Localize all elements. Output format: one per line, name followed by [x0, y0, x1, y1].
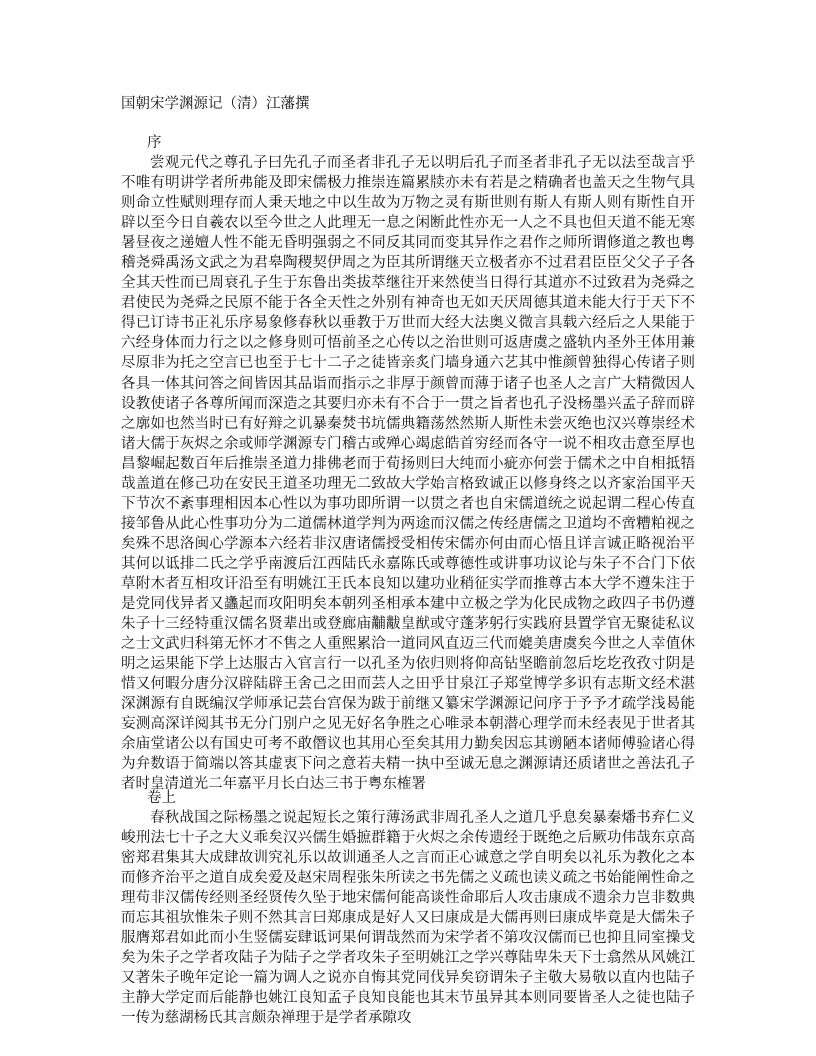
volume-heading: 卷上: [147, 790, 176, 806]
preface-heading: 序: [147, 135, 162, 151]
volume-paragraph: 春秋战国之际杨墨之说起短长之策行薄汤武非周孔圣人之道几乎息矣暴秦燔书弃仁义峻刑法七十子之大义乖矣汉兴儒生婚摭群籍于火烬之余传遗经于既绝之后厥功伟哉东京高密郑君集其大成肆故训究礼乐以故训通圣人之言而正心诚意之学自明矣以礼乐为教化之本而修齐治平之道自成矣爱及赵宋周程张朱所读之书先儒之义疏也读义疏之书始能阐性命之理苟非汉儒传经则圣经贤传久坠于地宋儒何能高谈性命耶后人攻击康成不遗余力岂非数典而忘其祖欤惟朱子则不然其言曰郑康成是好人又曰康成是大儒再则曰康成毕竟是大儒朱子服膺郑君如此而小生竖儒妄肆诋诃果何谓哉然而为宋学者不第攻汉儒而已也抑且同室操戈矣为朱子之学者攻陆子为陆子之学者攻朱子至明姚江之学兴尊陆卑朱天下士翕然从风姚江又著朱子晚年定论一篇为调人之说亦自悔其党同伐异矣窃谓朱子主敬大易敬以直内也陆子主静大学定而后能静也姚江良知孟子良知良能也其末节虽异其本则同要皆圣人之徒也陆子一传为慈湖杨氏其言颇杂禅理于是学者承隙攻: [121, 810, 695, 1027]
document-title: 国朝宋学渊源记（清）江藩撰: [121, 96, 310, 112]
preface-paragraph: 尝观元代之尊孔子曰先孔子而圣者非孔子无以明后孔子而圣者非孔子无以法至哉言乎不唯有明讲学者所弗能及即宋儒极力推崇连篇累牍亦未有若是之精确者也盖天之生物气具则命立性赋则理存而人秉天地之中以生故为万物之灵有斯世则有斯人有斯人则有斯性自开辟以至今日自羲农以至今世之人此理无一息之闲断此性亦无一人之不具也但天道不能无寒暑昼夜之递嬗人性不能无昏明强弱之不同反其同而变其异作之君作之师所谓修道之教也粤稽尧舜禹汤文武之为君皋陶稷契伊周之为臣其所谓继天立极者亦不过君君臣臣父父子子各全其天性而已周衰孔子生于东鲁出类拔萃继往开来然使当日得行其道亦不过致君为尧舜之君使民为尧舜之民原不能于各全天性之外别有神奇也无如天厌周德其道未能大行于天下不得已订诗书正礼乐序易象修春秋以垂教于万世而大经大法奥义微言具载六经后之人果能于六经身体而力行之以之修身则可悟前圣之心传以之治世则可返唐虞之盛轨内圣外王体用兼尽原非为托之空言已也至于七十二子之徒皆亲炙门墙身通六艺其中惟颜曾独得心传诸子则各具一体其问答之间皆因其品诣而指示之非厚于颜曾而薄于诸子也圣人之言广大精微因人设教使诸子各尊所闻而深造之其要归亦未有不合于一贯之旨者也孔子没杨墨兴孟子辞而辟之廓如也然当时已有好辩之讥暴秦焚书坑儒典籍荡然然斯人斯性未尝灭绝也汉兴尊崇经术诸大儒于灰烬之余或师学渊源专门稽古或殚心竭虑皓首穷经而各守一说不相攻击意至厚也昌黎崛起数百年后推崇圣道力排佛老而于荀扬则曰大纯而小疵亦何尝于儒术之中自相抵牾哉盖道在修己功在安民王道圣功理无二致故大学始言格致诚正以修身终之以齐家治国平天下节次不紊事理相因本心性以为事功即所谓一以贯之者也自宋儒道统之说起谓二程心传直接邹鲁从此心性事功分为二道儒林道学判为两途而汉儒之传经唐儒之卫道均不啻糟粕视之矣殊不思洛闽心学源本六经若非汉唐诸儒授受相传宋儒亦何由而心悟且详言诚正略视治平其何以诋排二氏之学乎南渡后江西陆氏永嘉陈氏或尊德性或讲事功议论与朱子不合门下依草附木者互相攻讦沿至有明姚江王氏本良知以建功业稍征实学而推尊古本大学不遵朱注于是党同伐异者又蠭起而攻阳明矣本朝列圣相承本建中立极之学为化民成物之政四子书仍遵朱子十三经特重汉儒名贤辈出或登廊庙黼黻皇猷或守蓬茅躬行实践府县置学官无聚徒私议之士文武归科第无怀才不售之人重熙累洽一道同风直迈三代而媲美唐虞矣今世之人幸值休明之运果能下学上达服古入官言行一以孔圣为依归则将仰高钻坚瞻前忽后圪圪孜孜寸阴是惜又何暇分唐分汉辟陆辟王舍己之田而芸人之田乎甘泉江子郑堂博学多识有志斯文经术湛深渊源有自既编汉学师承记芸台宫保为跋于前继又纂宋学渊源记问序于予予才疏学浅曷能妄测高深详阅其书无分门别户之见无好名争胜之心唯录本朝潜心理学而未经表见于世者其余庙堂诸公以有国史可考不敢僭议也其用心至矣其用力勤矣因忘其谫陋本诸师傅验诸心得为弁数语于简端以答其虚衷下问之意若夫精一执中至诚无息之渊源请还质诸世之善法孔子者时皇清道光二年嘉平月长白达三书于粤东榷署: [121, 155, 695, 793]
